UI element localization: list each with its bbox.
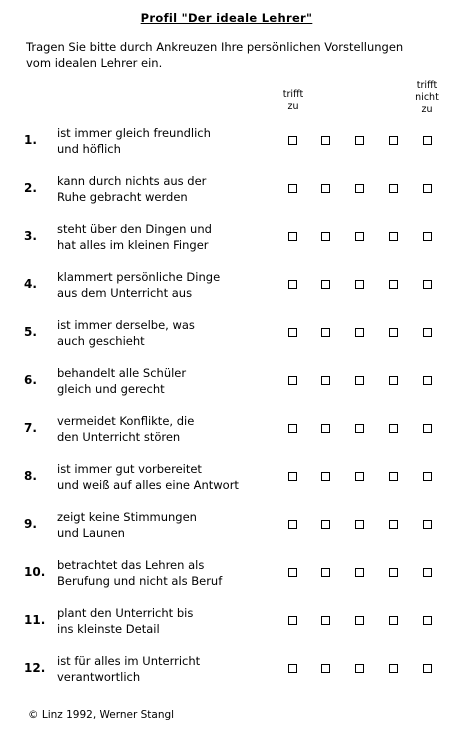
item-number: 9. <box>24 517 37 531</box>
rating-checkbox-2[interactable] <box>321 184 330 193</box>
questionnaire-row <box>0 604 453 638</box>
rating-checkbox-2[interactable] <box>321 136 330 145</box>
rating-checkbox-2[interactable] <box>321 520 330 529</box>
item-number: 12. <box>24 661 46 675</box>
item-statement <box>57 605 272 637</box>
item-statement-line1: plant den Unterricht bis <box>57 606 194 620</box>
rating-checkbox-4[interactable] <box>389 568 398 577</box>
rating-checkbox-2[interactable] <box>321 424 330 433</box>
rating-checkbox-3[interactable] <box>355 376 364 385</box>
rating-checkbox-3[interactable] <box>355 424 364 433</box>
item-statement-line2: und Launen <box>57 526 125 540</box>
item-statement <box>57 509 272 541</box>
item-number: 3. <box>24 229 37 243</box>
item-statement-line2: und höflich <box>57 142 121 156</box>
item-statement-line2: auch geschieht <box>57 334 145 348</box>
item-statement <box>57 461 272 493</box>
rating-checkbox-4[interactable] <box>389 472 398 481</box>
rating-checkbox-5[interactable] <box>423 520 432 529</box>
item-statement <box>57 173 272 205</box>
questionnaire-row <box>0 508 453 542</box>
rating-checkbox-5[interactable] <box>423 280 432 289</box>
rating-checkbox-4[interactable] <box>389 232 398 241</box>
rating-checkbox-5[interactable] <box>423 568 432 577</box>
item-statement-line2: den Unterricht stören <box>57 430 181 444</box>
rating-checkbox-2[interactable] <box>321 664 330 673</box>
item-statement-line1: ist immer derselbe, was <box>57 318 195 332</box>
rating-checkbox-1[interactable] <box>288 424 297 433</box>
scale-label-agree <box>277 89 309 113</box>
item-number: 11. <box>24 613 46 627</box>
rating-checkbox-1[interactable] <box>288 568 297 577</box>
item-statement-line2: gleich und gerecht <box>57 382 165 396</box>
questionnaire-row <box>0 268 453 302</box>
rating-checkbox-1[interactable] <box>288 232 297 241</box>
item-statement-line1: steht über den Dingen und <box>57 222 212 236</box>
rating-checkbox-4[interactable] <box>389 280 398 289</box>
rating-checkbox-5[interactable] <box>423 184 432 193</box>
scale-label-disagree <box>409 80 445 116</box>
copyright: © Linz 1992, Werner Stangl <box>28 709 175 721</box>
questionnaire-row <box>0 556 453 590</box>
rating-checkbox-1[interactable] <box>288 376 297 385</box>
item-statement-line2: und weiß auf alles eine Antwort <box>57 478 239 492</box>
rating-checkbox-2[interactable] <box>321 328 330 337</box>
item-statement <box>57 221 272 253</box>
item-statement <box>57 269 272 301</box>
page-title: Profil "Der ideale Lehrer" <box>140 11 313 25</box>
rating-checkbox-5[interactable] <box>423 424 432 433</box>
instructions <box>26 39 446 71</box>
rating-checkbox-5[interactable] <box>423 472 432 481</box>
rating-checkbox-4[interactable] <box>389 136 398 145</box>
item-statement-line2: verantwortlich <box>57 670 141 684</box>
questionnaire-row <box>0 220 453 254</box>
rating-checkbox-1[interactable] <box>288 328 297 337</box>
rating-checkbox-5[interactable] <box>423 136 432 145</box>
rating-checkbox-4[interactable] <box>389 184 398 193</box>
scale-label-agree-line-1: trifft <box>282 89 304 100</box>
item-statement-line2: ins kleinste Detail <box>57 622 160 636</box>
rating-checkbox-5[interactable] <box>423 616 432 625</box>
item-statement <box>57 413 272 445</box>
item-statement-line1: ist immer gut vorbereitet <box>57 462 202 476</box>
scale-label-disagree-line-3: zu <box>421 104 433 115</box>
rating-checkbox-3[interactable] <box>355 520 364 529</box>
rating-checkbox-2[interactable] <box>321 376 330 385</box>
rating-checkbox-1[interactable] <box>288 520 297 529</box>
rating-checkbox-3[interactable] <box>355 568 364 577</box>
rating-checkbox-5[interactable] <box>423 664 432 673</box>
item-statement <box>57 365 272 397</box>
item-statement-line1: kann durch nichts aus der <box>57 174 207 188</box>
item-statement-line1: betrachtet das Lehren als <box>57 558 205 572</box>
rating-checkbox-4[interactable] <box>389 328 398 337</box>
rating-checkbox-4[interactable] <box>389 664 398 673</box>
rating-checkbox-2[interactable] <box>321 280 330 289</box>
item-statement <box>57 125 272 157</box>
rating-checkbox-1[interactable] <box>288 664 297 673</box>
item-statement-line2: aus dem Unterricht aus <box>57 286 193 300</box>
item-number: 10. <box>24 565 46 579</box>
rating-checkbox-4[interactable] <box>389 424 398 433</box>
item-number: 2. <box>24 181 37 195</box>
questionnaire-row <box>0 316 453 350</box>
item-number: 7. <box>24 421 37 435</box>
item-number: 5. <box>24 325 37 339</box>
item-statement-line1: klammert persönliche Dinge <box>57 270 221 284</box>
item-statement-line1: vermeidet Konflikte, die <box>57 414 195 428</box>
item-statement <box>57 557 272 589</box>
questionnaire-row <box>0 652 453 686</box>
rating-checkbox-3[interactable] <box>355 616 364 625</box>
rating-checkbox-3[interactable] <box>355 472 364 481</box>
item-statement-line1: ist für alles im Unterricht <box>57 654 201 668</box>
item-number: 1. <box>24 133 37 147</box>
item-number: 4. <box>24 277 37 291</box>
rating-checkbox-3[interactable] <box>355 280 364 289</box>
rating-checkbox-4[interactable] <box>389 616 398 625</box>
item-number: 6. <box>24 373 37 387</box>
item-statement <box>57 653 272 685</box>
scale-label-agree-line-2: zu <box>287 101 299 112</box>
rating-checkbox-5[interactable] <box>423 232 432 241</box>
rating-checkbox-1[interactable] <box>288 136 297 145</box>
rating-checkbox-2[interactable] <box>321 616 330 625</box>
rating-checkbox-3[interactable] <box>355 232 364 241</box>
scale-label-disagree-line-1: trifft <box>416 80 438 91</box>
rating-checkbox-2[interactable] <box>321 472 330 481</box>
rating-checkbox-4[interactable] <box>389 520 398 529</box>
rating-checkbox-5[interactable] <box>423 376 432 385</box>
questionnaire-row <box>0 364 453 398</box>
item-statement-line2: Ruhe gebracht werden <box>57 190 188 204</box>
rating-checkbox-3[interactable] <box>355 184 364 193</box>
instructions-line-1: Tragen Sie bitte durch Ankreuzen Ihre persönlichen Vorstellungen <box>26 40 404 54</box>
item-statement-line1: zeigt keine Stimmungen <box>57 510 197 524</box>
questionnaire-row <box>0 124 453 158</box>
questionnaire-row <box>0 460 453 494</box>
item-statement-line2: hat alles im kleinen Finger <box>57 238 209 252</box>
rating-checkbox-4[interactable] <box>389 376 398 385</box>
item-statement-line1: behandelt alle Schüler <box>57 366 187 380</box>
rating-checkbox-3[interactable] <box>355 136 364 145</box>
item-statement <box>57 317 272 349</box>
instructions-line-2: vom idealen Lehrer ein. <box>26 56 163 70</box>
questionnaire-row <box>0 412 453 446</box>
rating-checkbox-1[interactable] <box>288 616 297 625</box>
rating-checkbox-3[interactable] <box>355 664 364 673</box>
rating-checkbox-1[interactable] <box>288 280 297 289</box>
rating-checkbox-3[interactable] <box>355 328 364 337</box>
item-statement-line1: ist immer gleich freundlich <box>57 126 211 140</box>
rating-checkbox-1[interactable] <box>288 184 297 193</box>
questionnaire-row <box>0 172 453 206</box>
scale-label-disagree-line-2: nicht <box>415 92 439 103</box>
rating-checkbox-5[interactable] <box>423 328 432 337</box>
rating-checkbox-2[interactable] <box>321 232 330 241</box>
rating-checkbox-2[interactable] <box>321 568 330 577</box>
rating-checkbox-1[interactable] <box>288 472 297 481</box>
item-number: 8. <box>24 469 37 483</box>
item-statement-line2: Berufung und nicht als Beruf <box>57 574 223 588</box>
